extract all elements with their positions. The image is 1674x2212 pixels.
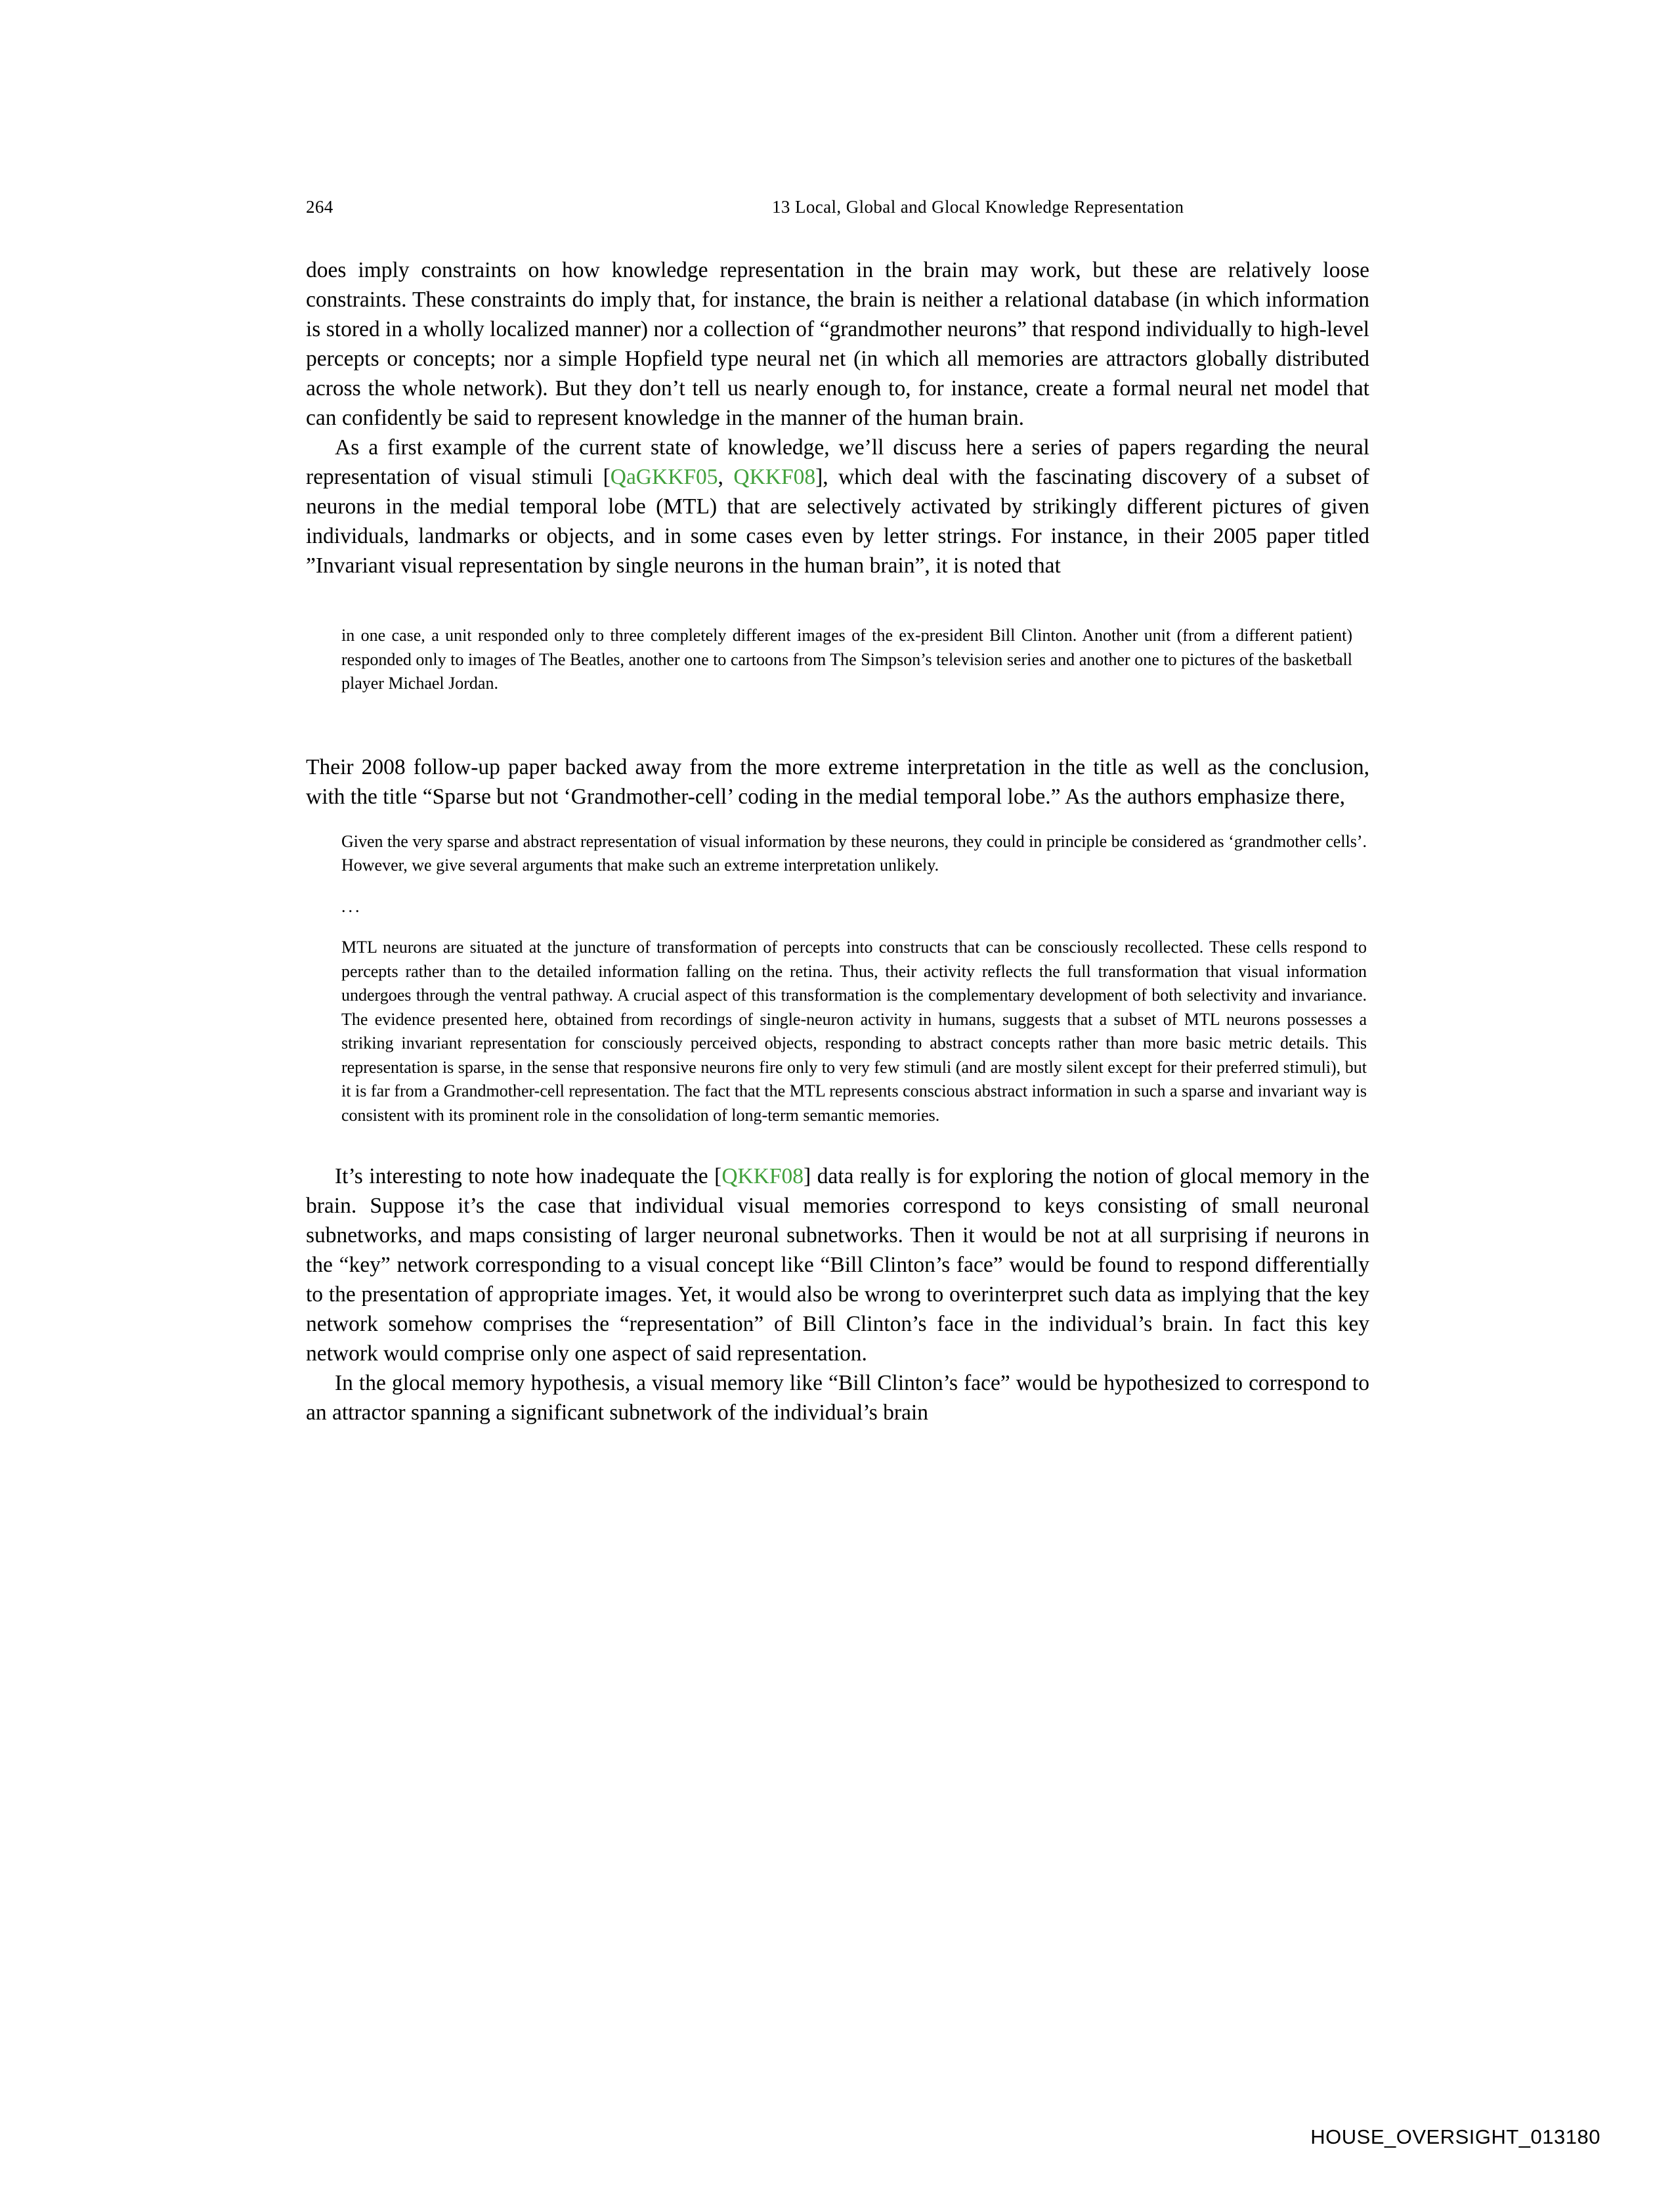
paragraph-4-text-start: It’s interesting to note how inadequate the [: [335, 1164, 722, 1188]
paragraph-3: [306, 752, 1369, 812]
spacer-after-blockquote-2: [306, 1127, 1369, 1161]
citation-qkkf08-first[interactable]: QKKF08: [733, 465, 816, 489]
bates-stamp: HOUSE_OVERSIGHT_013180: [1310, 2125, 1600, 2148]
citation-separator: ,: [718, 465, 734, 489]
paragraph-4: [306, 1161, 1369, 1368]
paragraph-1: [306, 255, 1369, 433]
blockquote-sparse-coding: [341, 830, 1367, 1128]
citation-qkkf08-second[interactable]: QKKF08: [721, 1164, 804, 1188]
spacer-after-blockquote-1: [306, 696, 1369, 752]
chapter-running-title: 13 Local, Global and Glocal Knowledge Representation: [772, 197, 1184, 217]
paragraph-2: [306, 433, 1369, 580]
citation-qagkkf05[interactable]: QaGKKF05: [610, 465, 718, 489]
paragraph-2-text-start: As a first example of the current state of knowledge, we’ll discuss here a series of papers regarding the neural representation of visual stimuli [: [306, 435, 1369, 489]
paragraph-2-text-end: ], which deal with the fascinating discovery of a subset of neurons in the medial temporal lobe (MTL) that are selectively activated by strikingly different pictures of given individuals, landmarks or objects, and in some cases even by letter strings. For instance, in their 2005 paper titled ”Invariant visual representation by single neurons in the human brain”, it is noted that: [306, 465, 1370, 578]
running-header: [306, 197, 1369, 217]
blockquote-2-text-part-a: Given the very sparse and abstract representation of visual information by these neurons, they could in principle be considered as ‘grandmother cells’. However, we give several arguments that make such an extreme interpretation unlikely.: [341, 831, 1367, 875]
paragraph-5-text: In the glocal memory hypothesis, a visual memory like “Bill Clinton’s face” would be hypothesized to correspond to an attractor spanning a significant subnetwork of the individual’s brain: [306, 1371, 1369, 1425]
blockquote-2-text-part-c: MTL neurons are situated at the juncture of transformation of percepts into constructs that can be consciously recollected. These cells respond to percepts rather than to the detailed information falling on the retina. Thus, their activity reflects the full transformation that visual information undergoes through the ventral pathway. A crucial aspect of this transformation is the complementary development of both selectivity and invariance. The evidence presented here, obtained from recordings of single-neuron activity in humans, suggests that a subset of MTL neurons possesses a striking invariant representation for consciously perceived objects, responding to abstract concepts rather than more basic metric details. This representation is sparse, in the sense that responsive neurons fire only to very few stimuli (and are mostly silent except for their preferred stimuli), but it is far from a Grandmother-cell representation. The fact that the MTL represents conscious abstract information in such a sparse and invariant way is consistent with its prominent role in the consolidation of long-term semantic memories.: [341, 938, 1367, 1125]
blockquote-invariant-visual: [341, 624, 1352, 696]
blockquote-1-text: in one case, a unit responded only to three completely different images of the ex-president Bill Clinton. Another unit (from a different patient) responded only to images of The Beatles, another one to cartoons from The Simpson’s television series and another one to pictures of the basketball player Michael Jordan.: [341, 626, 1352, 693]
paragraph-3-text: Their 2008 follow-up paper backed away from the more extreme interpretation in the title as well as the conclusion, with the title “Sparse but not ‘Grandmother-cell’ coding in the medial temporal lobe.” As the authors emphasize there,: [306, 754, 1369, 809]
paragraph-4-text-end: ] data really is for exploring the notion of glocal memory in the brain. Suppose it’s the case that individual visual memories correspond to keys consisting of small neuronal subnetworks, and maps consisting of larger neuronal subnetworks. Then it would be not at all surprising if neurons in the “key” network corresponding to a visual concept like “Bill Clinton’s face” would be found to respond differentially to the presentation of appropriate images. Yet, it would also be wrong to overinterpret such data as implying that the key network somehow comprises the “representation” of Bill Clinton’s face in the individual’s brain. In fact this key network would comprise only one aspect of said representation.: [306, 1164, 1369, 1366]
paragraph-5: [306, 1368, 1369, 1427]
paragraph-1-text: does imply constraints on how knowledge representation in the brain may work, but these are relatively loose constraints. These constraints do imply that, for instance, the brain is neither a relational database (in which information is stored in a wholly localized manner) nor a collection of “grandmother neurons” that respond individually to high-level percepts or concepts; nor a simple Hopfield type neural net (in which all memories are attractors globally distributed across the whole network). But they don’t tell us nearly enough to, for instance, create a formal neural net model that can confidently be said to represent knowledge in the manner of the human brain.: [306, 258, 1369, 430]
page-number: 264: [306, 197, 333, 217]
blockquote-2-ellipsis: ...: [341, 896, 362, 916]
page-content: [306, 197, 1369, 1427]
